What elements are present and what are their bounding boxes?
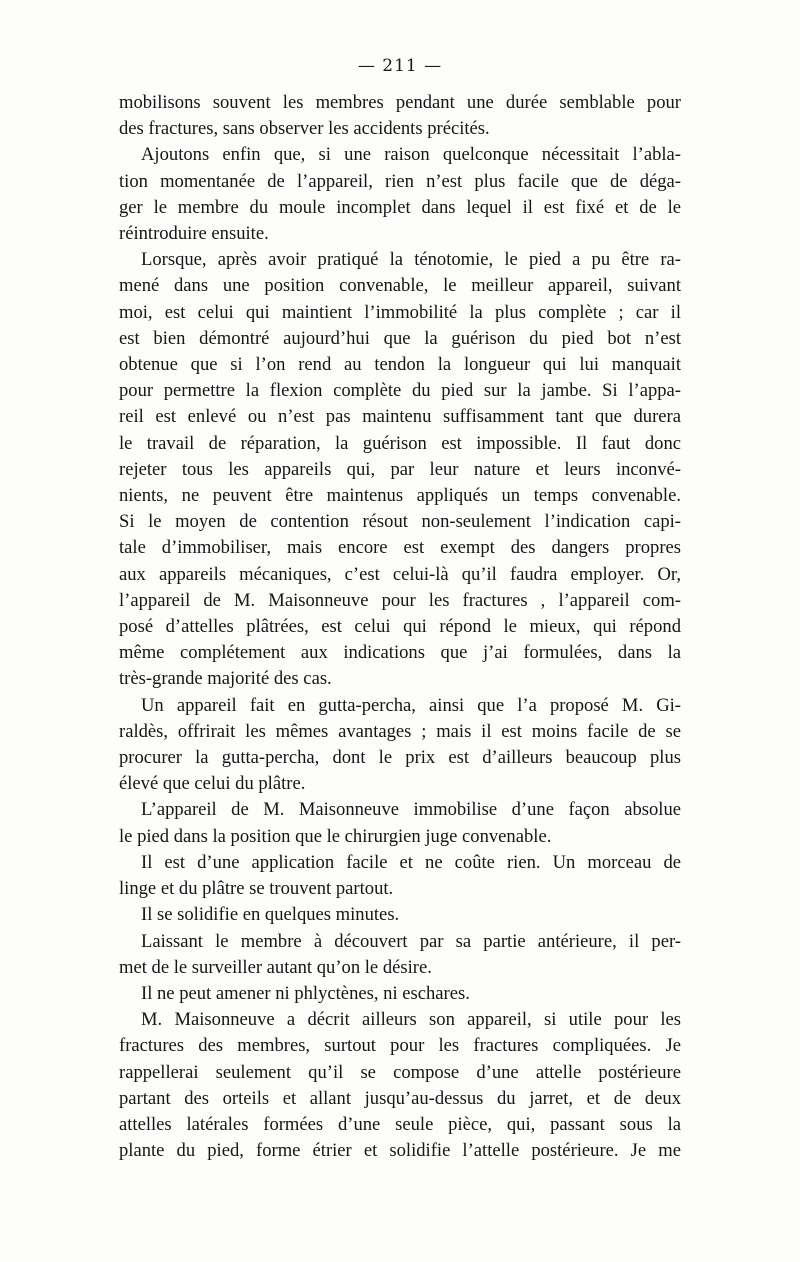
paragraph	[119, 929, 681, 981]
text-line: tion momentanée de l’appareil, rien n’est plus facile que de déga-	[119, 170, 681, 192]
text-line: linge et du plâtre se trouvent partout.	[119, 878, 394, 900]
text-line: raldès, offrirait les mêmes avantages ; mais il est moins facile de se	[119, 720, 681, 742]
text-line: M. Maisonneuve a décrit ailleurs son appareil, si utile pour les	[141, 1009, 681, 1031]
text-line: même complétement aux indications que j’ai formulées, dans la	[119, 642, 681, 664]
text-line: mené dans une position convenable, le meilleur appareil, suivant	[119, 275, 681, 297]
text-line: obtenue que si l’on rend au tendon la longueur qui lui manquait	[119, 354, 681, 376]
paragraph	[119, 693, 681, 798]
text-line: Laissant le membre à découvert par sa partie antérieure, il per-	[141, 930, 681, 952]
text-line: l’appareil de M. Maisonneuve pour les fractures , l’appareil com-	[119, 589, 681, 611]
text-line: élevé que celui du plâtre.	[119, 773, 306, 795]
text-line: Il ne peut amener ni phlyctènes, ni eschares.	[141, 982, 470, 1004]
text-line: procurer la gutta-percha, dont le prix est d’ailleurs beaucoup plus	[119, 747, 681, 769]
paragraph	[119, 797, 681, 849]
text-line: réintroduire ensuite.	[119, 223, 269, 245]
text-line: fractures des membres, surtout pour les fractures compliquées. Je	[119, 1035, 681, 1057]
text-line: des fractures, sans observer les accidents précités.	[119, 118, 490, 140]
text-line: plante du pied, forme étrier et solidifie l’attelle postérieure. Je me	[119, 1140, 681, 1162]
text-line: le travail de réparation, la guérison est impossible. Il faut donc	[119, 432, 681, 454]
text-line: pour permettre la flexion complète du pied sur la jambe. Si l’appa-	[119, 380, 681, 402]
text-line: aux appareils mécaniques, c’est celui-là qu’il faudra employer. Or,	[119, 563, 681, 585]
paragraph	[119, 247, 681, 692]
text-line: mobilisons souvent les membres pendant une durée semblable pour	[119, 92, 681, 113]
text-line: tale d’immobiliser, mais encore est exempt des dangers propres	[119, 537, 681, 559]
paragraph	[119, 902, 681, 928]
text-line: Lorsque, après avoir pratiqué la ténotomie, le pied a pu être ra-	[141, 249, 681, 271]
text-line: ger le membre du moule incomplet dans lequel il est fixé et de le	[119, 196, 681, 218]
body-text	[119, 90, 681, 1164]
text-line: partant des orteils et allant jusqu’au-dessus du jarret, et de deux	[119, 1087, 681, 1109]
text-line: nients, ne peuvent être maintenus appliqués un temps convenable.	[119, 485, 681, 507]
paragraph	[119, 850, 681, 902]
text-line: posé d’attelles plâtrées, est celui qui répond le mieux, qui répond	[119, 616, 681, 638]
text-line: rappellerai seulement qu’il se compose d’une attelle postérieure	[119, 1061, 681, 1083]
text-line: reil est enlevé ou n’est pas maintenu suffisamment tant que durera	[119, 406, 681, 428]
text-line: le pied dans la position que le chirurgien juge convenable.	[119, 825, 552, 847]
text-line: L’appareil de M. Maisonneuve immobilise d’une façon absolue	[141, 799, 681, 821]
paragraph	[119, 142, 681, 247]
paragraph	[119, 1007, 681, 1164]
paragraph	[119, 981, 681, 1007]
text-line: moi, est celui qui maintient l’immobilité la plus complète ; car il	[119, 301, 681, 323]
text-line: est bien démontré aujourd’hui que la guérison du pied bot n’est	[119, 327, 681, 349]
text-line: très-grande majorité des cas.	[119, 668, 332, 690]
text-line: Un appareil fait en gutta-percha, ainsi que l’a proposé M. Gi-	[141, 694, 681, 716]
text-line: rejeter tous les appareils qui, par leur nature et leurs inconvé-	[119, 458, 681, 480]
text-line: Il se solidifie en quelques minutes.	[141, 904, 400, 926]
paragraph	[119, 90, 681, 142]
text-line: Ajoutons enfin que, si une raison quelconque nécessitait l’abla-	[141, 144, 681, 166]
text-line: Il est d’une application facile et ne coûte rien. Un morceau de	[141, 851, 681, 873]
page-number: — 211 —	[357, 56, 443, 76]
text-line: Si le moyen de contention résout non-seulement l’indication capi-	[119, 511, 681, 533]
text-line: attelles latérales formées d’une seule pièce, qui, passant sous la	[119, 1113, 681, 1135]
text-line: met de le surveiller autant qu’on le désire.	[119, 956, 432, 978]
